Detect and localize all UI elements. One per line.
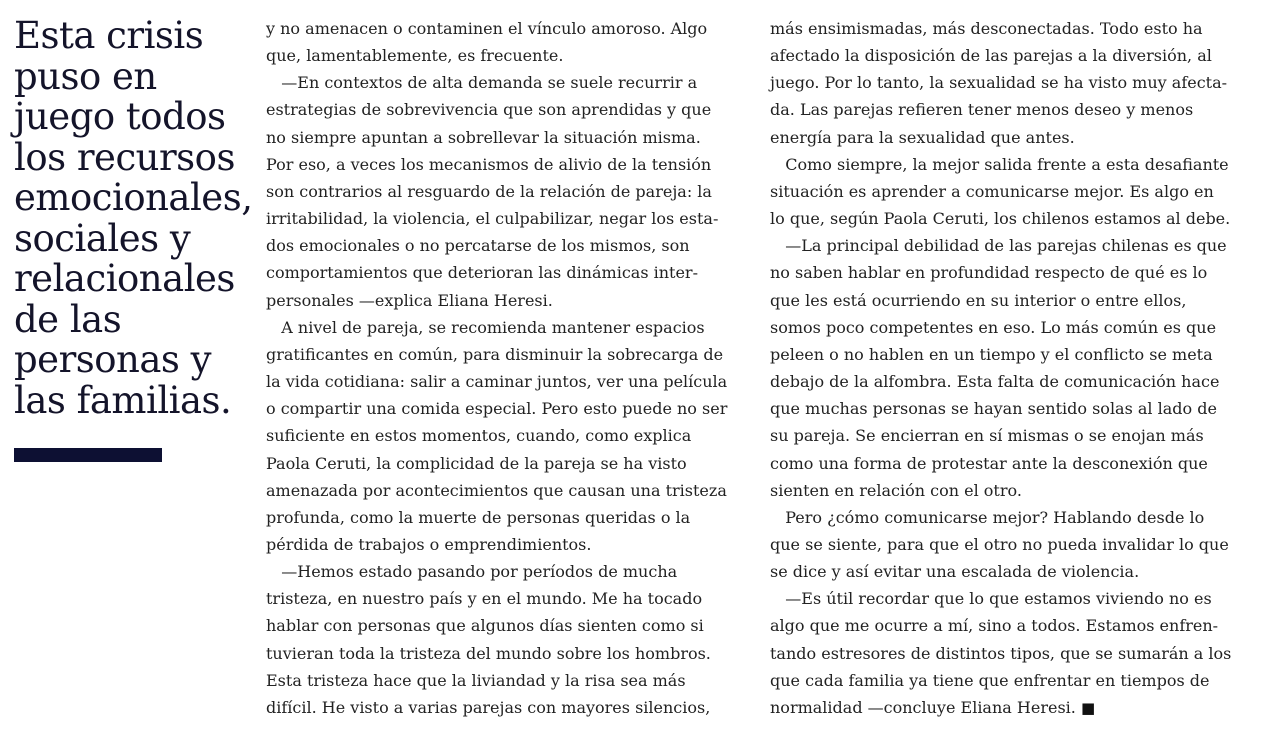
text-line-content: normalidad —concluye Eliana Heresi. xyxy=(770,697,1076,717)
pull-quote-line: las familias. xyxy=(14,378,232,422)
text-line: más ensimismadas, más desconectadas. Todo esto ha xyxy=(770,19,1203,38)
text-line: —La principal debilidad de las parejas chilenas es que xyxy=(770,236,1227,256)
text-line: suficiente en estos momentos, cuando, como explica xyxy=(266,426,692,446)
text-line: que muchas personas se hayan sentido solas al lado de xyxy=(770,399,1217,419)
text-line: tando estresores de distintos tipos, que se sumarán a los xyxy=(770,643,1232,663)
pull-quote xyxy=(14,16,254,421)
text-line: debajo de la alfombra. Esta falta de comunicación hace xyxy=(770,372,1220,392)
text-line: profunda, como la muerte de personas queridas o la xyxy=(266,507,691,527)
text-line: estrategias de sobrevivencia que son aprendidas y que xyxy=(266,100,712,120)
text-line: somos poco competentes en eso. Lo más común es que xyxy=(770,317,1217,337)
text-line: tuvieran toda la tristeza del mundo sobre los hombros. xyxy=(266,643,711,663)
decorative-rule xyxy=(14,448,162,462)
pull-quote-line: emocionales, xyxy=(14,176,253,219)
pull-quote-line: de las xyxy=(14,297,122,341)
text-line: difícil. He visto a varias parejas con mayores silencios, xyxy=(266,697,711,717)
text-line: como una forma de protestar ante la desconexión que xyxy=(770,453,1208,473)
last-text-line xyxy=(770,694,1260,722)
text-line: pérdida de trabajos o emprendimientos. xyxy=(266,534,592,554)
text-line: su pareja. Se encierran en sí mismas o se enojan más xyxy=(770,426,1204,446)
text-line: lo que, según Paola Ceruti, los chilenos estamos al debe. xyxy=(770,209,1231,229)
text-line: —Hemos estado pasando por períodos de mucha xyxy=(266,562,678,582)
pull-quote-line: relacionales xyxy=(14,257,235,300)
text-line: que se siente, para que el otro no pueda invalidar lo que xyxy=(770,534,1229,554)
text-line: sienten en relación con el otro. xyxy=(770,480,1022,500)
text-line: la vida cotidiana: salir a caminar juntos, ver una película xyxy=(266,372,728,392)
article-column-1 xyxy=(266,15,756,721)
text-line: hablar con personas que algunos días sienten como si xyxy=(266,616,704,636)
text-line: algo que me ocurre a mí, sino a todos. Estamos enfren- xyxy=(770,616,1219,636)
text-line: y no amenacen o contaminen el vínculo amoroso. Algo xyxy=(266,19,708,38)
pull-quote-line: personas y xyxy=(14,338,212,381)
text-line: energía para la sexualidad que antes. xyxy=(770,127,1075,147)
text-line: que, lamentablemente, es frecuente. xyxy=(266,46,564,66)
text-line: Como siempre, la mejor salida frente a esta desafiante xyxy=(770,154,1229,174)
text-line: situación es aprender a comunicarse mejor. Es algo en xyxy=(770,181,1214,201)
text-line: o compartir una comida especial. Pero esto puede no ser xyxy=(266,399,728,419)
pull-quote-line: juego todos xyxy=(14,95,226,138)
text-line: gratificantes en común, para disminuir la sobrecarga de xyxy=(266,344,724,364)
pull-quote-line: sociales y xyxy=(14,216,191,260)
text-line: se dice y así evitar una escalada de violencia. xyxy=(770,562,1140,582)
article-column-2 xyxy=(770,15,1260,722)
text-line: son contrarios al resguardo de la relación de pareja: la xyxy=(266,181,712,201)
text-line: tristeza, en nuestro país y en el mundo. Me ha tocado xyxy=(266,589,703,609)
text-line: A nivel de pareja, se recomienda mantener espacios xyxy=(266,317,705,337)
text-line: Esta tristeza hace que la liviandad y la risa sea más xyxy=(266,670,686,690)
text-line: personales —explica Eliana Heresi. xyxy=(266,290,553,310)
text-line: comportamientos que deterioran las dinámicas inter- xyxy=(266,263,698,283)
text-line: Por eso, a veces los mecanismos de alivio de la tensión xyxy=(266,154,712,174)
text-line: irritabilidad, la violencia, el culpabilizar, negar los esta- xyxy=(266,209,719,229)
text-line: que cada familia ya tiene que enfrentar en tiempos de xyxy=(770,670,1210,690)
text-line: juego. Por lo tanto, la sexualidad se ha visto muy afecta- xyxy=(770,73,1228,93)
pull-quote-line: Esta crisis xyxy=(14,14,204,57)
text-line: afectado la disposición de las parejas a la diversión, al xyxy=(770,46,1212,66)
text-line: dos emocionales o no percatarse de los mismos, son xyxy=(266,236,690,256)
text-line: peleen o no hablen en un tiempo y el conflicto se meta xyxy=(770,344,1213,364)
text-line: que les está ocurriendo en su interior o entre ellos, xyxy=(770,290,1187,310)
text-line: no siempre apuntan a sobrellevar la situación misma. xyxy=(266,127,701,147)
end-mark-icon: ■ xyxy=(1080,698,1096,717)
pull-quote-line: los recursos xyxy=(14,135,235,179)
text-line: no saben hablar en profundidad respecto de qué es lo xyxy=(770,263,1208,283)
pull-quote-line: puso en xyxy=(14,54,157,98)
text-line: da. Las parejas refieren tener menos deseo y menos xyxy=(770,100,1194,120)
text-line: —Es útil recordar que lo que estamos viviendo no es xyxy=(770,589,1212,609)
text-line: Pero ¿cómo comunicarse mejor? Hablando desde lo xyxy=(770,507,1205,527)
text-line: —En contextos de alta demanda se suele recurrir a xyxy=(266,73,698,93)
text-line: Paola Ceruti, la complicidad de la pareja se ha visto xyxy=(266,453,687,473)
text-line: amenazada por acontecimientos que causan una tristeza xyxy=(266,480,727,500)
